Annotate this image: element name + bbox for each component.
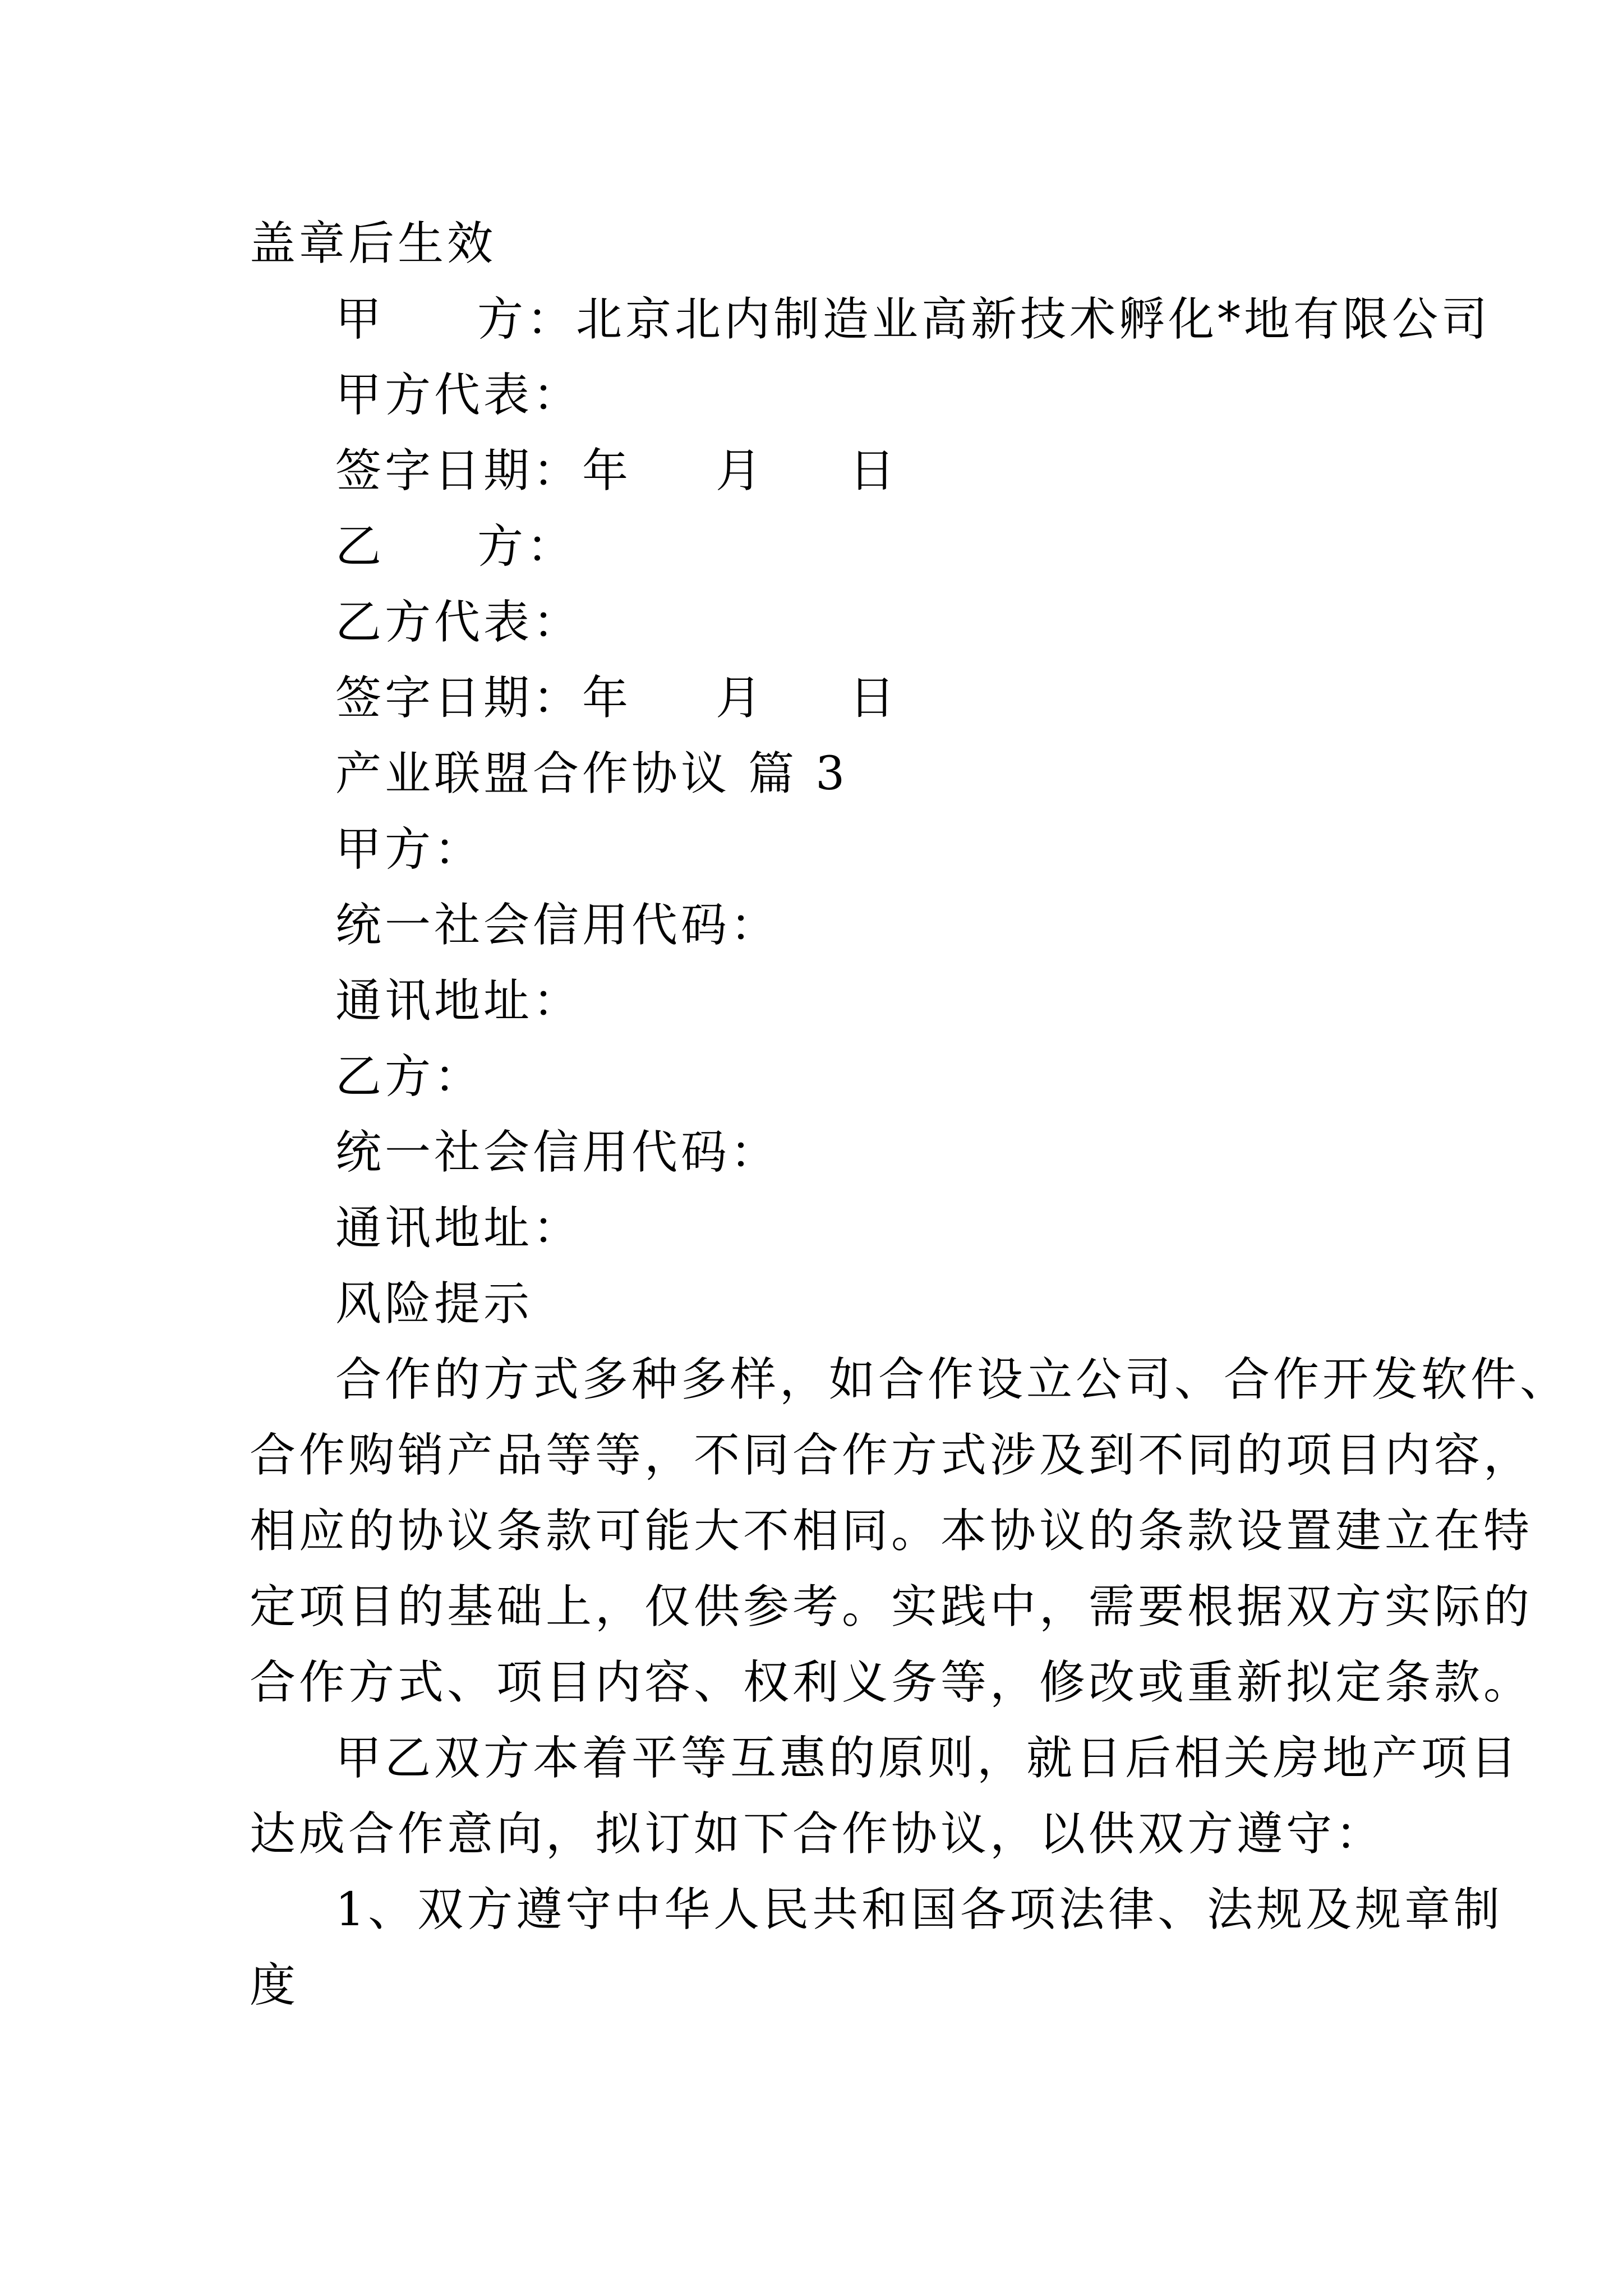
- text-line-party-b: [335, 519, 576, 575]
- label-party-a-representative: 甲方代表：: [335, 369, 583, 422]
- label-sign-date-a-day: 日: [849, 444, 899, 498]
- risk-paragraph-text: 合作方式、项目内容、权利义务等，修改或重新拟定条款。: [250, 1656, 1533, 1709]
- label-party-a: 甲方：: [335, 823, 484, 876]
- section-title: 产业联盟合作协议 篇 3: [335, 747, 849, 800]
- text-line-party-b-2: [335, 1049, 483, 1105]
- label-party-b-char: 乙: [335, 520, 385, 573]
- text-line-risk-heading: [335, 1276, 533, 1332]
- paragraph-line-intent-2: [250, 1806, 1385, 1862]
- paragraph-line-risk-3: [250, 1503, 1533, 1559]
- intent-paragraph-text: 达成合作意向，拟订如下合作协议，以供双方遵守：: [250, 1807, 1385, 1861]
- risk-paragraph-text: 相应的协议条款可能大不相同。本协议的条款设置建立在特: [250, 1504, 1533, 1558]
- label-party-b-representative: 乙方代表：: [335, 596, 583, 649]
- text-line-address-b: [335, 1200, 582, 1257]
- clause-1-text: 度: [250, 1959, 299, 2012]
- paragraph-line-intent-1: [335, 1731, 1520, 1787]
- risk-paragraph-text: 合作购销产品等等，不同合作方式涉及到不同的项目内容，: [250, 1429, 1533, 1482]
- paragraph-line-risk-2: [250, 1428, 1533, 1484]
- label-credit-code-a: 统一社会信用代码：: [335, 899, 780, 952]
- risk-heading: 风险提示: [335, 1277, 533, 1331]
- paragraph-line-clause-1: [335, 1882, 1503, 1938]
- intent-paragraph-text: 甲乙双方本着平等互惠的原则，就日后相关房地产项目: [335, 1732, 1520, 1785]
- clause-1-text: 1、双方遵守中华人民共和国各项法律、法规及规章制: [335, 1883, 1504, 1936]
- label-address-b: 通讯地址：: [335, 1202, 583, 1255]
- label-party-b-colon: 方：: [477, 520, 577, 573]
- label-address-a: 通讯地址：: [335, 974, 583, 1028]
- paragraph-line-risk-1: [335, 1352, 1569, 1408]
- label-sign-date-b-year: 签字日期：年: [335, 671, 632, 725]
- paragraph-line-risk-5: [250, 1655, 1533, 1711]
- label-sign-date-b-day: 日: [849, 671, 899, 725]
- risk-paragraph-text: 定项目的基础上，仅供参考。实践中，需要根据双方实际的: [250, 1580, 1533, 1634]
- text-line-address-a: [335, 973, 582, 1029]
- label-credit-code-b: 统一社会信用代码：: [335, 1126, 780, 1179]
- text-line-party-a: [335, 292, 1491, 348]
- text-line-section-title: [335, 746, 848, 802]
- text-line-seal-effective: [250, 216, 496, 272]
- text-line-sign-date-b: [335, 670, 898, 726]
- text-line-credit-code-b: [335, 1125, 780, 1181]
- label-party-b: 乙方：: [335, 1050, 484, 1103]
- text-line-sign-date-a: [335, 443, 898, 499]
- text-line-party-b-rep: [335, 595, 582, 651]
- risk-paragraph-text: 合作的方式多种多样，如合作设立公司、合作开发软件、: [335, 1353, 1570, 1406]
- label-sign-date-a-month: 月: [716, 444, 766, 498]
- label-sign-date-a-year: 签字日期：年: [335, 444, 632, 498]
- label-party-a-char: 甲: [335, 293, 385, 346]
- text-line-party-a-2: [335, 822, 483, 878]
- paragraph-line-risk-4: [250, 1579, 1533, 1635]
- text-line-credit-code-a: [335, 898, 780, 954]
- text-seal-effective: 盖章后生效: [250, 217, 497, 270]
- text-line-party-a-rep: [335, 367, 582, 424]
- value-party-a-company: 方：北京北内制造业高新技术孵化*地有限公司: [477, 293, 1491, 346]
- paragraph-line-clause-1-cont: [250, 1958, 299, 2014]
- label-sign-date-b-month: 月: [716, 671, 766, 725]
